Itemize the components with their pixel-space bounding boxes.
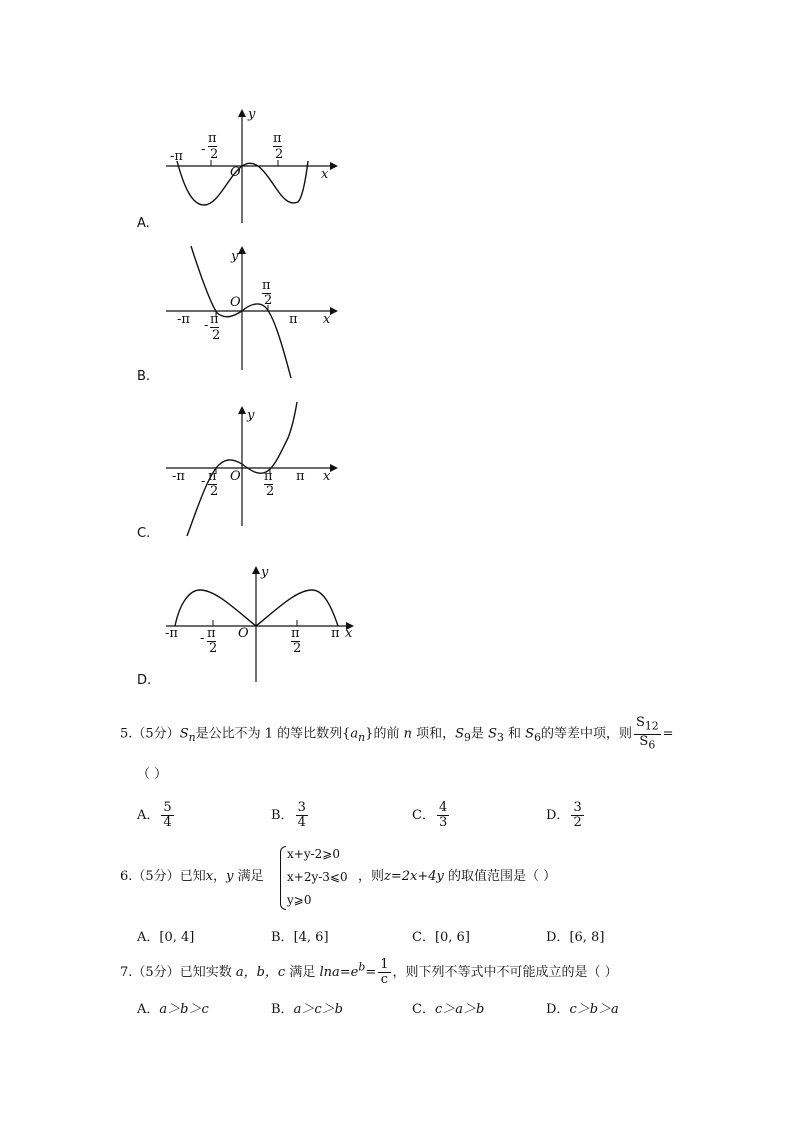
q6-text2: 满足 bbox=[237, 869, 264, 884]
q6-choice-c-value: [0, 6] bbox=[434, 930, 470, 945]
q7-choice-d[interactable] bbox=[546, 998, 619, 1017]
q6-cond-3: y⩾0 bbox=[287, 893, 312, 907]
graph-d-letter: D. bbox=[137, 673, 152, 688]
q7-sup-b: b bbox=[358, 960, 366, 974]
graph-c-neg-half-pi: π bbox=[208, 469, 217, 484]
q5-choice-d-label: D． bbox=[546, 808, 570, 823]
q7-number: 7. bbox=[120, 965, 133, 980]
graph-b-neg-half-pi: π bbox=[210, 312, 219, 327]
graph-c-half-pi: π bbox=[264, 469, 273, 484]
graph-d-origin: O bbox=[238, 626, 249, 641]
graph-c-x-label: x bbox=[323, 469, 331, 484]
q6-choice-b[interactable] bbox=[271, 926, 329, 945]
graph-c-origin: O bbox=[230, 469, 241, 484]
q6-y: y bbox=[226, 869, 234, 884]
graph-d-neg-sign: - bbox=[200, 631, 205, 646]
q6-choice-b-label: B． bbox=[271, 930, 294, 945]
q5-choice-b-num: 3 bbox=[297, 800, 306, 815]
q5-choice-c-den: 3 bbox=[438, 815, 448, 830]
q5-score: （5分） bbox=[132, 726, 180, 742]
q6-text4: 的取值范围是（ ） bbox=[448, 869, 557, 884]
q5-sn-sub: n bbox=[188, 731, 196, 745]
q5-s3-sub: 3 bbox=[496, 731, 504, 745]
graph-c bbox=[160, 398, 360, 543]
q5-text2: 的前 bbox=[373, 726, 400, 742]
question-6 bbox=[120, 868, 264, 886]
q5-text1: 是公比不为 1 的等比数列 bbox=[195, 726, 343, 742]
q5-choice-b[interactable] bbox=[271, 801, 310, 830]
q5-choice-d-den: 2 bbox=[573, 815, 582, 830]
q7-vars: a，b，c bbox=[235, 965, 286, 980]
q6-x: x bbox=[205, 869, 214, 884]
q6-number: 6. bbox=[120, 869, 133, 884]
q5-equals: = bbox=[662, 726, 674, 742]
graph-d-neg-half-pi: π bbox=[207, 626, 216, 641]
q5-choice-d-num: 3 bbox=[573, 800, 582, 815]
q6-choice-c-label: C． bbox=[412, 930, 435, 945]
q5-sn: S bbox=[179, 726, 189, 742]
graph-d-svg bbox=[160, 562, 370, 687]
graph-a-neg-pi: -π bbox=[170, 149, 183, 164]
q5-text4: 是 bbox=[470, 726, 484, 742]
graph-d-half-pi: π bbox=[291, 626, 300, 641]
q7-text1: 已知实数 bbox=[179, 965, 232, 980]
q5-text5: 和 bbox=[508, 726, 522, 742]
q7-choice-a-label: A． bbox=[137, 1002, 160, 1017]
graph-d-half-den: 2 bbox=[293, 641, 302, 656]
graph-a-neg-half-pi: π bbox=[208, 131, 217, 146]
q6-cond-2: x+2y-3⩽0 bbox=[287, 870, 348, 884]
graph-b-letter: B. bbox=[137, 369, 151, 384]
q6-cond-1: x+y-2⩾0 bbox=[287, 847, 340, 861]
graph-b-origin: O bbox=[230, 295, 241, 310]
q5-seq-close: } bbox=[365, 726, 374, 742]
graph-a-neg-half-den: 2 bbox=[210, 147, 219, 162]
q7-text3: ，则下列不等式中不可能成立的是（ ） bbox=[392, 965, 618, 980]
graph-b-neg-sign: - bbox=[204, 318, 209, 333]
q6-score: （5分） bbox=[132, 869, 180, 884]
graph-a-y-label: y bbox=[248, 107, 256, 122]
q7-text2: 满足 bbox=[289, 965, 316, 980]
q5-choice-a-den: 4 bbox=[163, 815, 172, 830]
q6-choice-d[interactable] bbox=[546, 926, 604, 945]
q6-choice-c[interactable] bbox=[412, 926, 470, 945]
q7-choice-a[interactable] bbox=[137, 998, 209, 1017]
q7-choice-b-label: B． bbox=[271, 1002, 294, 1017]
q7-choice-a-value: a＞b＞c bbox=[159, 1002, 209, 1017]
graph-a bbox=[160, 105, 360, 235]
q5-choice-c[interactable] bbox=[412, 801, 451, 830]
graph-b-half-den: 2 bbox=[264, 293, 273, 308]
q6-text3: ，则 bbox=[358, 869, 385, 884]
q5-s9-sub: 9 bbox=[464, 731, 471, 745]
graph-b-neg-pi: -π bbox=[177, 312, 190, 327]
q5-choice-c-label: C． bbox=[412, 808, 435, 823]
graph-c-pi: π bbox=[296, 469, 305, 484]
graph-a-half-pi: π bbox=[273, 131, 282, 146]
q5-frac-den: S bbox=[639, 733, 649, 749]
question-7 bbox=[120, 958, 618, 987]
q6-text1: 已知 bbox=[179, 869, 206, 884]
q6-comma: ， bbox=[213, 869, 227, 884]
graph-d-neg-pi: -π bbox=[165, 626, 178, 641]
q5-frac-num: S bbox=[635, 715, 645, 730]
q7-frac-den: c bbox=[380, 972, 388, 987]
graph-a-svg bbox=[160, 105, 360, 235]
graph-c-half-den: 2 bbox=[266, 484, 275, 499]
graph-a-half-den: 2 bbox=[275, 147, 284, 162]
q6-choice-a-value: [0, 4] bbox=[159, 930, 195, 945]
q7-expr: lna=e bbox=[319, 965, 359, 980]
q5-s9: S bbox=[455, 726, 465, 742]
q5-number: 5. bbox=[120, 726, 133, 742]
graph-c-neg-sign: - bbox=[201, 474, 206, 489]
q5-choice-a-label: A． bbox=[137, 808, 160, 823]
q6-tail bbox=[358, 868, 556, 886]
q7-choice-b[interactable] bbox=[271, 998, 343, 1017]
graph-c-letter: C. bbox=[137, 526, 151, 541]
graph-d-y-label: y bbox=[261, 565, 269, 580]
q6-choice-d-value: [6, 8] bbox=[569, 930, 605, 945]
graph-c-neg-pi: -π bbox=[172, 469, 185, 484]
q5-s6-sub: 6 bbox=[534, 731, 541, 745]
q7-choice-c-value: c＞a＞b bbox=[434, 1002, 485, 1017]
q7-choice-b-value: a＞c＞b bbox=[293, 1002, 343, 1017]
q5-choice-b-den: 4 bbox=[297, 815, 306, 830]
graph-d-neg-half-den: 2 bbox=[209, 641, 218, 656]
question-5 bbox=[120, 716, 674, 752]
q5-n: n bbox=[403, 726, 412, 742]
q5-text6: 的等差中项，则 bbox=[540, 726, 632, 742]
q7-score: （5分） bbox=[132, 965, 180, 980]
graph-b-pi: π bbox=[289, 312, 298, 327]
graph-d bbox=[160, 562, 370, 687]
q6-choice-d-label: D． bbox=[546, 930, 570, 945]
graph-a-x-label: x bbox=[321, 167, 329, 182]
q5-choice-a-num: 5 bbox=[163, 800, 172, 815]
q7-choice-d-value: c＞b＞a bbox=[569, 1002, 619, 1017]
q7-fraction bbox=[378, 958, 390, 987]
q5-seq-open: { bbox=[342, 726, 351, 742]
q5-frac-num-sub: 12 bbox=[644, 719, 659, 733]
q5-s3: S bbox=[488, 726, 497, 742]
q6-choice-a-label: A． bbox=[137, 930, 160, 945]
graph-a-neg-sign: - bbox=[201, 142, 206, 157]
q5-paren: （ ） bbox=[137, 767, 168, 782]
graph-a-origin: O bbox=[230, 165, 241, 180]
q6-brace bbox=[280, 846, 286, 910]
q5-choice-b-label: B． bbox=[271, 808, 294, 823]
graph-b bbox=[160, 240, 360, 385]
q5-seq-sub: n bbox=[358, 731, 366, 745]
q5-s6: S bbox=[525, 726, 535, 742]
q5-text3: 项和， bbox=[416, 726, 456, 742]
q7-eq: = bbox=[365, 965, 377, 980]
graph-b-half-pi: π bbox=[262, 278, 271, 293]
q5-choice-d[interactable] bbox=[546, 801, 586, 830]
graph-a-letter: A. bbox=[137, 216, 150, 231]
graph-d-pi: π bbox=[331, 626, 340, 641]
graph-c-y-label: y bbox=[247, 408, 255, 423]
q5-seq-a: a bbox=[350, 726, 359, 742]
q7-choice-d-label: D． bbox=[546, 1002, 570, 1017]
graph-b-neg-half-den: 2 bbox=[212, 328, 221, 343]
graph-b-y-label: y bbox=[231, 249, 239, 264]
graph-c-neg-half-den: 2 bbox=[210, 484, 219, 499]
q5-frac-den-sub: 6 bbox=[648, 738, 656, 752]
q5-choice-c-num: 4 bbox=[438, 800, 448, 815]
q5-fraction bbox=[634, 716, 661, 752]
graph-d-x-label: x bbox=[345, 626, 353, 641]
q7-frac-num: 1 bbox=[380, 957, 389, 972]
q6-choice-b-value: [4, 6] bbox=[293, 930, 329, 945]
q5-choice-a[interactable] bbox=[137, 801, 176, 830]
q7-choice-c[interactable] bbox=[412, 998, 484, 1017]
q6-z-expr: z=2x+4y bbox=[384, 869, 444, 884]
q6-choice-a[interactable] bbox=[137, 926, 194, 945]
q7-choice-c-label: C． bbox=[412, 1002, 435, 1017]
graph-b-x-label: x bbox=[323, 312, 331, 327]
